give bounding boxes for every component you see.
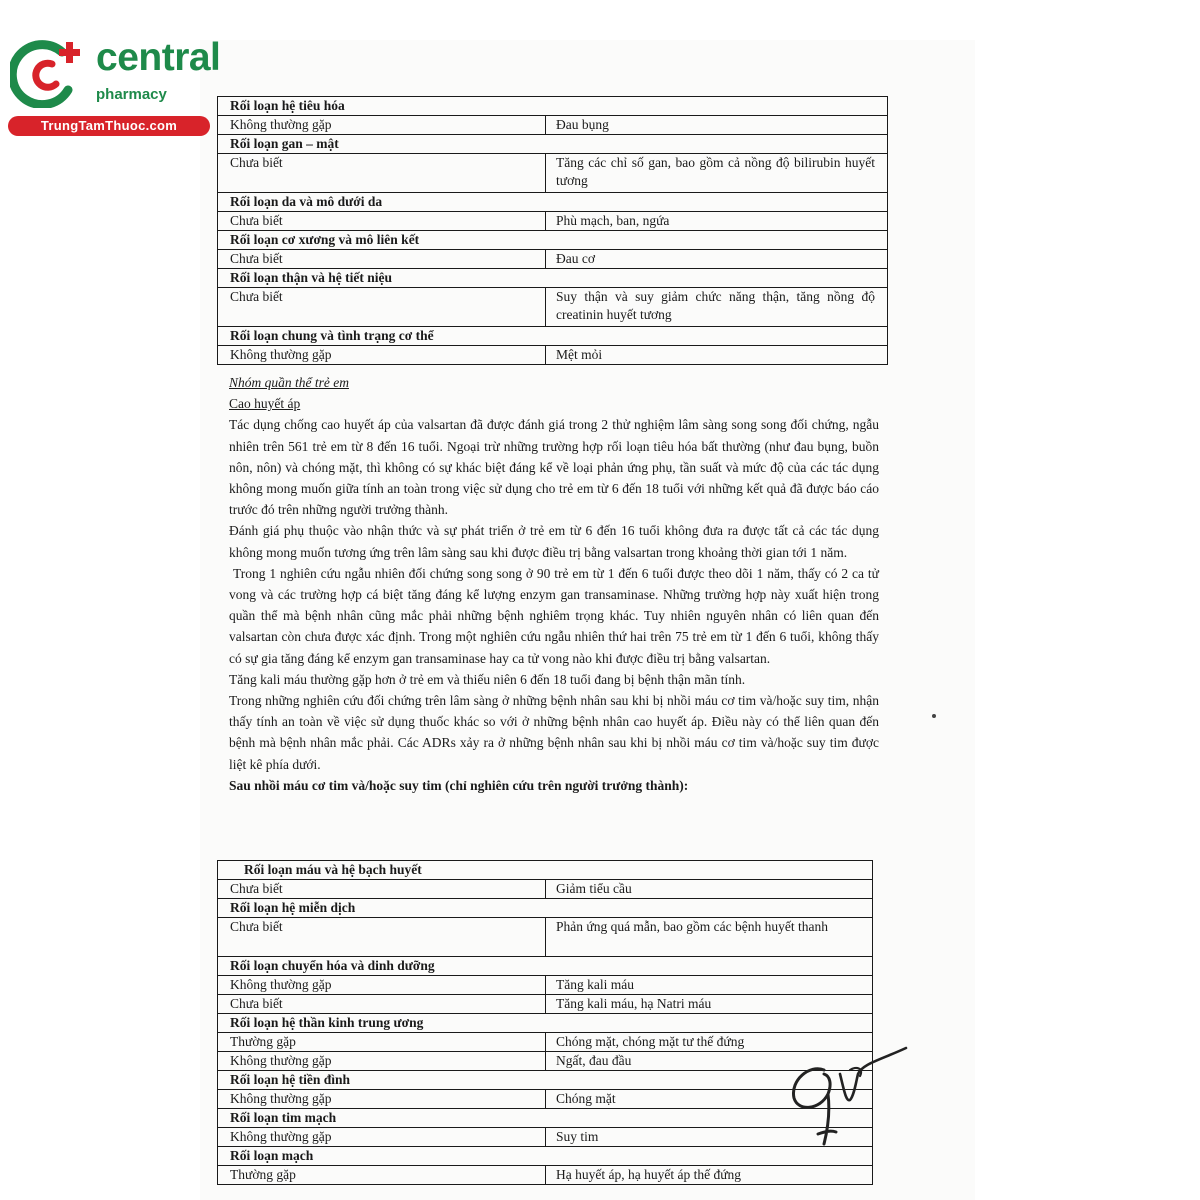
pharmacy-cross-icon [10,38,88,108]
adverse-reactions-table-post-mi [217,860,873,1185]
section-row [218,327,888,346]
frequency-cell: Không thường gặp [218,1128,546,1147]
section-row [218,193,888,212]
frequency-cell: Không thường gặp [218,1052,546,1071]
paragraph-3: Trong 1 nghiên cứu ngẫu nhiên đối chứng song song ở 90 trẻ em từ 1 đến 6 tuổi được theo dõi 1 năm, thấy có 2 ca tử vong và các trường hợp cá biệt tăng đáng kể lượng enzym gan transaminase. Những trường hợp này xuất hiện trong quần thể mà bệnh nhân cũng mắc phải những bệnh nghiêm trọng khác. Tuy nhiên nguyên nhân có liên quan đến valsartan còn chưa được xác định. Trong một nghiên cứu ngẫu nhiên thứ hai trên 75 trẻ em từ 1 đến 6 tuổi, không thấy có sự gia tăng đáng kể enzym gan transaminase hay ca tử vong nào khi được điều trị bằng valsartan. [229,565,879,666]
section-row [218,957,873,976]
effect-cell: Mệt mỏi [546,346,888,365]
effect-cell: Hạ huyết áp, hạ huyết áp thế đứng [546,1166,873,1185]
table-row [218,212,888,231]
effect-cell: Phù mạch, ban, ngứa [546,212,888,231]
section-row [218,899,873,918]
frequency-cell: Không thường gặp [218,116,546,135]
section-row [218,1071,873,1090]
table-row [218,288,888,327]
section-title: Rối loạn thận và hệ tiết niệu [218,269,888,288]
post-mi-heading: Sau nhồi máu cơ tim và/hoặc suy tim (chỉ nghiên cứu trên người trưởng thành): [229,777,689,793]
signature-image [780,1040,920,1150]
section-title: Rối loạn hệ tiêu hóa [218,97,888,116]
pediatric-section [229,372,879,796]
effect-cell: Giảm tiểu cầu [546,880,873,899]
section-title: Rối loạn hệ miễn dịch [218,899,873,918]
section-title: Rối loạn da và mô dưới da [218,193,888,212]
section-title: Rối loạn cơ xương và mô liên kết [218,231,888,250]
paragraph-4: Tăng kali máu thường gặp hơn ở trẻ em và thiếu niên 6 đến 18 tuổi đang bị bệnh thận mãn tính. [229,671,746,687]
paragraph-5: Trong những nghiên cứu đối chứng trên lâm sàng ở những bệnh nhân sau khi bị nhồi máu cơ tim và/hoặc suy tim, nhận thấy tính an toàn về việc sử dụng thuốc khác so với ở những bệnh nhân cao huyết áp. Điều này có thể liên quan đến bệnh mà bệnh nhân mắc phải. Các ADRs xảy ra ở những bệnh nhân sau khi bị nhồi máu cơ tim và/hoặc suy tim được liệt kê phía dưới. [229,693,879,772]
section-title: Rối loạn chung và tình trạng cơ thể [218,327,888,346]
frequency-cell: Thường gặp [218,1033,546,1052]
section-row [218,1109,873,1128]
table-row [218,1090,873,1109]
effect-cell: Suy thận và suy giảm chức năng thận, tăng nồng độ creatinin huyết tương [546,288,888,327]
table-row [218,1052,873,1071]
frequency-cell: Chưa biết [218,288,546,327]
effect-cell: Đau cơ [546,250,888,269]
central-pharmacy-logo [8,36,221,136]
section-title: Rối loạn chuyển hóa và dinh dưỡng [218,957,873,976]
effect-cell: Chóng mặt [546,1090,873,1109]
section-title: Rối loạn hệ tiền đình [218,1071,873,1090]
section-title: Rối loạn tim mạch [218,1109,873,1128]
table-row [218,250,888,269]
section-row [218,269,888,288]
logo-subtitle: pharmacy [96,86,167,103]
table-row [218,346,888,365]
logo-name: central [96,36,221,79]
table-row [218,918,873,957]
frequency-cell: Chưa biết [218,154,546,193]
frequency-cell: Không thường gặp [218,346,546,365]
effect-cell: Ngất, đau đầu [546,1052,873,1071]
effect-cell: Suy tim [546,1128,873,1147]
adverse-reactions-table-adult [217,96,888,365]
speck-mark [932,714,936,718]
frequency-cell: Chưa biết [218,880,546,899]
frequency-cell: Chưa biết [218,995,546,1014]
frequency-cell: Không thường gặp [218,976,546,995]
section-row [218,861,873,880]
effect-cell: Phản ứng quá mẫn, bao gồm các bệnh huyết thanh [546,918,873,957]
table-row [218,880,873,899]
paragraph-1: Tác dụng chống cao huyết áp của valsartan đã được đánh giá trong 2 thử nghiệm lâm sàng song song đối chứng, ngẫu nhiên trên 561 trẻ em từ 8 đến 16 tuổi. Ngoại trừ những trường hợp rối loạn tiêu hóa bất thường (như đau bụng, buồn nôn, nôn) và chóng mặt, thì không có sự khác biệt đáng kể về loại phản ứng phụ, tần suất và mức độ của các tác dụng không mong muốn giữa tính an toàn trong việc sử dụng cho trẻ em từ 6 đến 18 tuổi với những kết quả đã được báo cáo trước đó trên những người trưởng thành. [229,417,879,518]
paragraph-2: Đánh giá phụ thuộc vào nhận thức và sự phát triển ở trẻ em từ 6 đến 16 tuổi không đưa ra được tất cả các tác dụng không mong muốn tương ứng trên lâm sàng sau khi được điều trị bằng valsartan trong khoảng thời gian tới 1 năm. [229,523,879,560]
effect-cell: Tăng các chỉ số gan, bao gồm cả nồng độ bilirubin huyết tương [546,154,888,193]
section-title: Rối loạn mạch [218,1147,873,1166]
hypertension-heading: Cao huyết áp [229,396,301,412]
effect-cell: Tăng kali máu [546,976,873,995]
section-row [218,1147,873,1166]
table-row [218,154,888,193]
table-row [218,1128,873,1147]
frequency-cell: Không thường gặp [218,1090,546,1109]
table-row [218,995,873,1014]
effect-cell: Tăng kali máu, hạ Natri máu [546,995,873,1014]
section-title: Rối loạn máu và hệ bạch huyết [218,861,873,880]
pediatric-heading: Nhóm quần thể trẻ em [229,375,349,390]
effect-cell: Chóng mặt, chóng mặt tư thế đứng [546,1033,873,1052]
table-row [218,1033,873,1052]
frequency-cell: Thường gặp [218,1166,546,1185]
section-row [218,231,888,250]
table-row [218,116,888,135]
frequency-cell: Chưa biết [218,212,546,231]
section-title: Rối loạn hệ thần kinh trung ương [218,1014,873,1033]
frequency-cell: Chưa biết [218,250,546,269]
section-title: Rối loạn gan – mật [218,135,888,154]
logo-website: TrungTamThuoc.com [8,116,210,136]
table-row [218,1166,873,1185]
table-row [218,976,873,995]
effect-cell: Đau bụng [546,116,888,135]
section-row [218,135,888,154]
section-row [218,97,888,116]
section-row [218,1014,873,1033]
frequency-cell: Chưa biết [218,918,546,957]
